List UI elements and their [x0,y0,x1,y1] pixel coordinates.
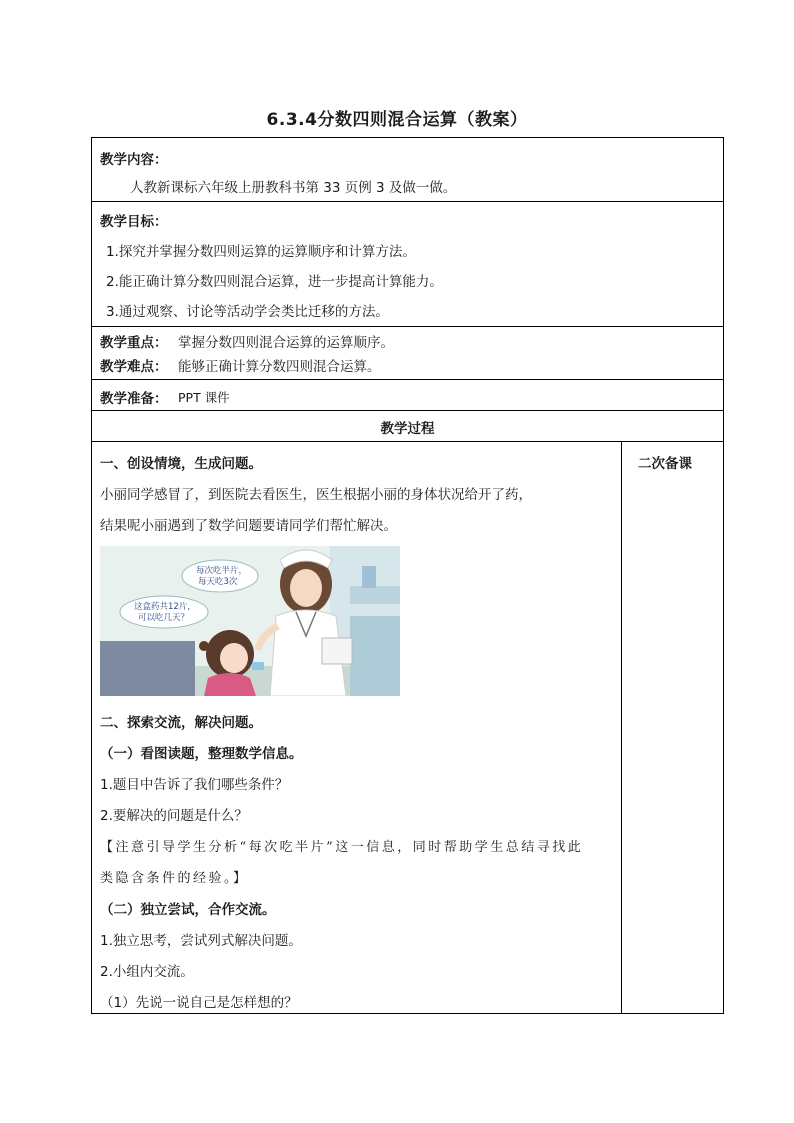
prep-label: 教学准备： [100,391,168,407]
process-header: 教学过程 [380,421,435,437]
bubble-2-line-2: 可以吃几天？ [138,613,190,623]
section-1-title: 一、创设情境，生成问题。 [100,456,262,472]
page-title: 6.3.4分数四则混合运算（教案） [266,110,528,130]
process-header-row [92,411,723,442]
bubble-1-line-2: 每天吃3次 [198,577,238,587]
task-1: 1.独立思考，尝试列式解决问题。 [100,933,302,949]
difficulty-text: 能够正确计算分数四则混合运算。 [178,359,381,375]
goal-item: 1.探究并掌握分数四则运算的运算顺序和计算方法。 [106,244,416,260]
section-2-title: 二、探索交流，解决问题。 [100,715,262,731]
section-2-subtitle-1: （一）看图读题，整理数学信息。 [100,746,303,762]
content-row [92,138,723,202]
teacher-note: 类隐含条件的经验。】 [100,871,249,886]
content-text: 人教新课标六年级上册教科书第 33 页例 3 及做一做。 [130,180,457,196]
lesson-plan-table [91,137,724,1014]
goals-label: 教学目标： [100,214,168,230]
key-point-text: 掌握分数四则混合运算的运算顺序。 [178,335,394,351]
prep-row [92,380,723,411]
key-point-label: 教学重点： [100,335,168,351]
doctor-patient-illustration [100,546,400,696]
task-3: （1）先说一说自己是怎样想的？ [100,995,298,1011]
teacher-note: 【注意引导学生分析“每次吃半片”这一信息，同时帮助学生总结寻找此 [100,840,584,855]
question-1: 1.题目中告诉了我们哪些条件？ [100,777,289,793]
column-divider [621,441,622,1013]
bubble-2-line-1: 这盒药共12片， [134,602,196,612]
section-1-paragraph: 小丽同学感冒了，到医院去看医生，医生根据小丽的身体状况给开了药， [100,487,532,503]
illustration-drawing [100,546,400,696]
goals-row [92,202,723,327]
goal-item: 3.通过观察、讨论等活动学会类比迁移的方法。 [106,304,389,320]
content-label: 教学内容： [100,152,168,168]
question-2: 2.要解决的问题是什么？ [100,808,248,824]
section-2-subtitle-2: （二）独立尝试，合作交流。 [100,902,276,918]
task-2: 2.小组内交流。 [100,964,194,980]
prep-text: PPT 课件 [178,390,230,405]
side-header: 二次备课 [638,456,692,472]
goal-item: 2.能正确计算分数四则混合运算，进一步提高计算能力。 [106,274,443,290]
key-points-row [92,327,723,380]
difficulty-label: 教学难点： [100,359,168,375]
section-1-paragraph: 结果呢小丽遇到了数学问题要请同学们帮忙解决。 [100,518,397,534]
bubble-1-line-1: 每次吃半片， [196,566,248,576]
